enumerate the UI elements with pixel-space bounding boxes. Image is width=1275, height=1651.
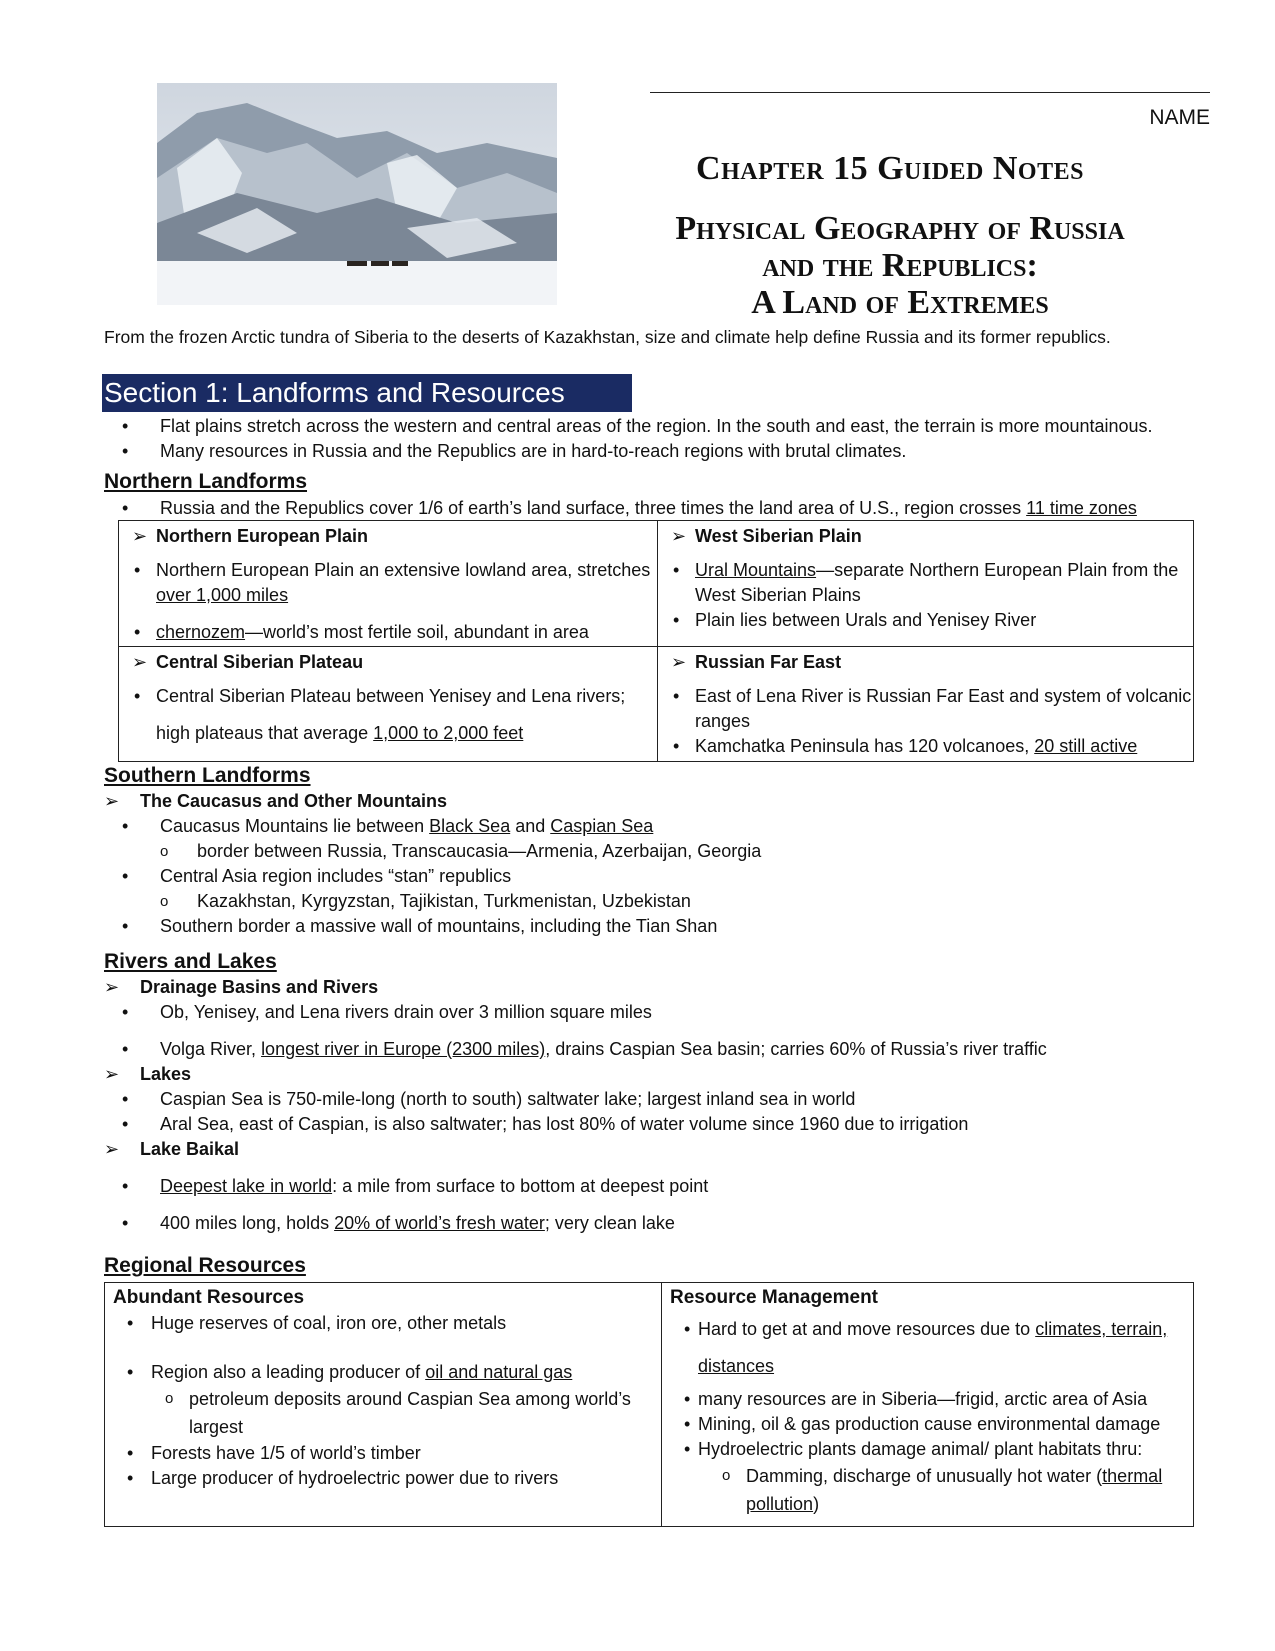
section-heading: Section 1: Landforms and Resources (102, 374, 632, 412)
rivers-lakes-heading: Rivers and Lakes (104, 950, 277, 973)
list-item: • Many resources in Russia and the Republics are in hard-to-reach regions with brutal climates. (104, 439, 1224, 464)
sub-list-item: o border between Russia, Transcaucasia—Armenia, Azerbaijan, Georgia (104, 839, 1224, 864)
abundant-resources-heading: Abundant Resources (113, 1287, 305, 1308)
list-item: • Central Siberian Plateau between Yenisey and Lena rivers; (120, 684, 656, 709)
header-photo (157, 83, 557, 305)
name-line[interactable] (650, 92, 1210, 93)
chapter-title: Chapter 15 Guided Notes (696, 150, 1084, 187)
rfe-heading: ➢ Russian Far East (659, 650, 1192, 674)
subtitle-line-1: Physical Geography of Russia (675, 210, 1125, 247)
list-item: • Huge reserves of coal, iron ore, other metals (113, 1311, 661, 1336)
rivers-section (104, 975, 1224, 1236)
list-item: • Volga River, longest river in Europe (2300 miles), drains Caspian Sea basin; carries 60% of Russia’s river traffic (104, 1037, 1224, 1062)
nep-cell (119, 521, 658, 647)
list-item: • Russia and the Republics cover 1/6 of earth’s land surface, three times the land area of U.S., region crosses 11 time zones (104, 496, 1224, 521)
resource-management-heading: Resource Management (670, 1287, 879, 1308)
page-subtitle (590, 210, 1210, 321)
list-item: • Large producer of hydroelectric power due to rivers (113, 1466, 661, 1491)
baikal-subheading: ➢ Lake Baikal (104, 1137, 1224, 1162)
sub-list-item: o petroleum deposits around Caspian Sea among world’s largest (113, 1385, 661, 1441)
list-item: • Deepest lake in world: a mile from surface to bottom at deepest point (104, 1174, 1224, 1199)
list-item: • Caucasus Mountains lie between Black Sea and Caspian Sea (104, 814, 1224, 839)
wsp-cell (658, 521, 1194, 647)
list-item: • chernozem—world’s most fertile soil, abundant in area (120, 620, 656, 645)
subtitle-line-3: A Land of Extremes (751, 284, 1049, 321)
list-item: • Mining, oil & gas production cause environmental damage (670, 1412, 1185, 1437)
list-item: • Hydroelectric plants damage animal/ plant habitats thru: (670, 1437, 1185, 1462)
list-item: • Region also a leading producer of oil and natural gas (113, 1360, 661, 1385)
northern-landforms-table (118, 520, 1194, 762)
sub-list-item: o Kazakhstan, Kyrgyzstan, Tajikistan, Turkmenistan, Uzbekistan (104, 889, 1224, 914)
wsp-heading: ➢ West Siberian Plain (659, 524, 1192, 548)
list-item: • Central Asia region includes “stan” republics (104, 864, 1224, 889)
list-item: • Forests have 1/5 of world’s timber (113, 1441, 661, 1466)
subtitle-line-2: and the Republics: (762, 247, 1038, 284)
sub-list-item: o Damming, discharge of unusually hot water (thermal pollution) (670, 1462, 1185, 1518)
list-item: • Ob, Yenisey, and Lena rivers drain over 3 million square miles (104, 1000, 1224, 1025)
regional-resources-heading: Regional Resources (104, 1254, 306, 1277)
southern-subheading: ➢ The Caucasus and Other Mountains (104, 789, 1224, 814)
southern-landforms-heading: Southern Landforms (104, 764, 311, 787)
lakes-subheading: ➢ Lakes (104, 1062, 1224, 1087)
list-item: • Hard to get at and move resources due to climates, terrain, distances (670, 1311, 1185, 1385)
intro-text: From the frozen Arctic tundra of Siberia to the deserts of Kazakhstan, size and climate help define Russia and its former republics. (104, 327, 1111, 347)
list-item: • East of Lena River is Russian Far East and system of volcanic ranges (659, 684, 1192, 734)
rfe-cell (658, 647, 1194, 762)
resource-management-cell (662, 1283, 1194, 1527)
list-item: • Aral Sea, east of Caspian, is also saltwater; has lost 80% of water volume since 1960 due to irrigation (104, 1112, 1224, 1137)
list-item: • Flat plains stretch across the western and central areas of the region. In the south and east, the terrain is more mountainous. (104, 414, 1224, 439)
list-item: • 400 miles long, holds 20% of world’s fresh water; very clean lake (104, 1211, 1224, 1236)
resources-table (104, 1282, 1194, 1527)
list-item: • Caspian Sea is 750-mile-long (north to south) saltwater lake; largest inland sea in world (104, 1087, 1224, 1112)
list-item: • Kamchatka Peninsula has 120 volcanoes, 20 still active (659, 734, 1192, 759)
northern-bullets (104, 496, 1224, 521)
list-item: • Plain lies between Urals and Yenisey River (659, 608, 1192, 633)
list-item: • Northern European Plain an extensive lowland area, stretches over 1,000 miles (120, 558, 656, 608)
northern-landforms-heading: Northern Landforms (104, 470, 308, 493)
snowy-mountains-image (157, 83, 557, 305)
list-item-continuation: high plateaus that average 1,000 to 2,000 feet (156, 723, 524, 743)
list-item: • many resources are in Siberia—frigid, arctic area of Asia (670, 1387, 1185, 1412)
southern-section (104, 789, 1224, 939)
list-item: • Ural Mountains—separate Northern European Plain from the West Siberian Plains (659, 558, 1192, 608)
name-label: NAME (1149, 106, 1210, 129)
drainage-subheading: ➢ Drainage Basins and Rivers (104, 975, 1224, 1000)
list-item: • Southern border a massive wall of mountains, including the Tian Shan (104, 914, 1224, 939)
section-bullets (104, 414, 1224, 464)
nep-heading: ➢ Northern European Plain (120, 524, 656, 548)
csp-heading: ➢ Central Siberian Plateau (120, 650, 656, 674)
csp-cell (119, 647, 658, 762)
abundant-resources-cell (105, 1283, 662, 1527)
